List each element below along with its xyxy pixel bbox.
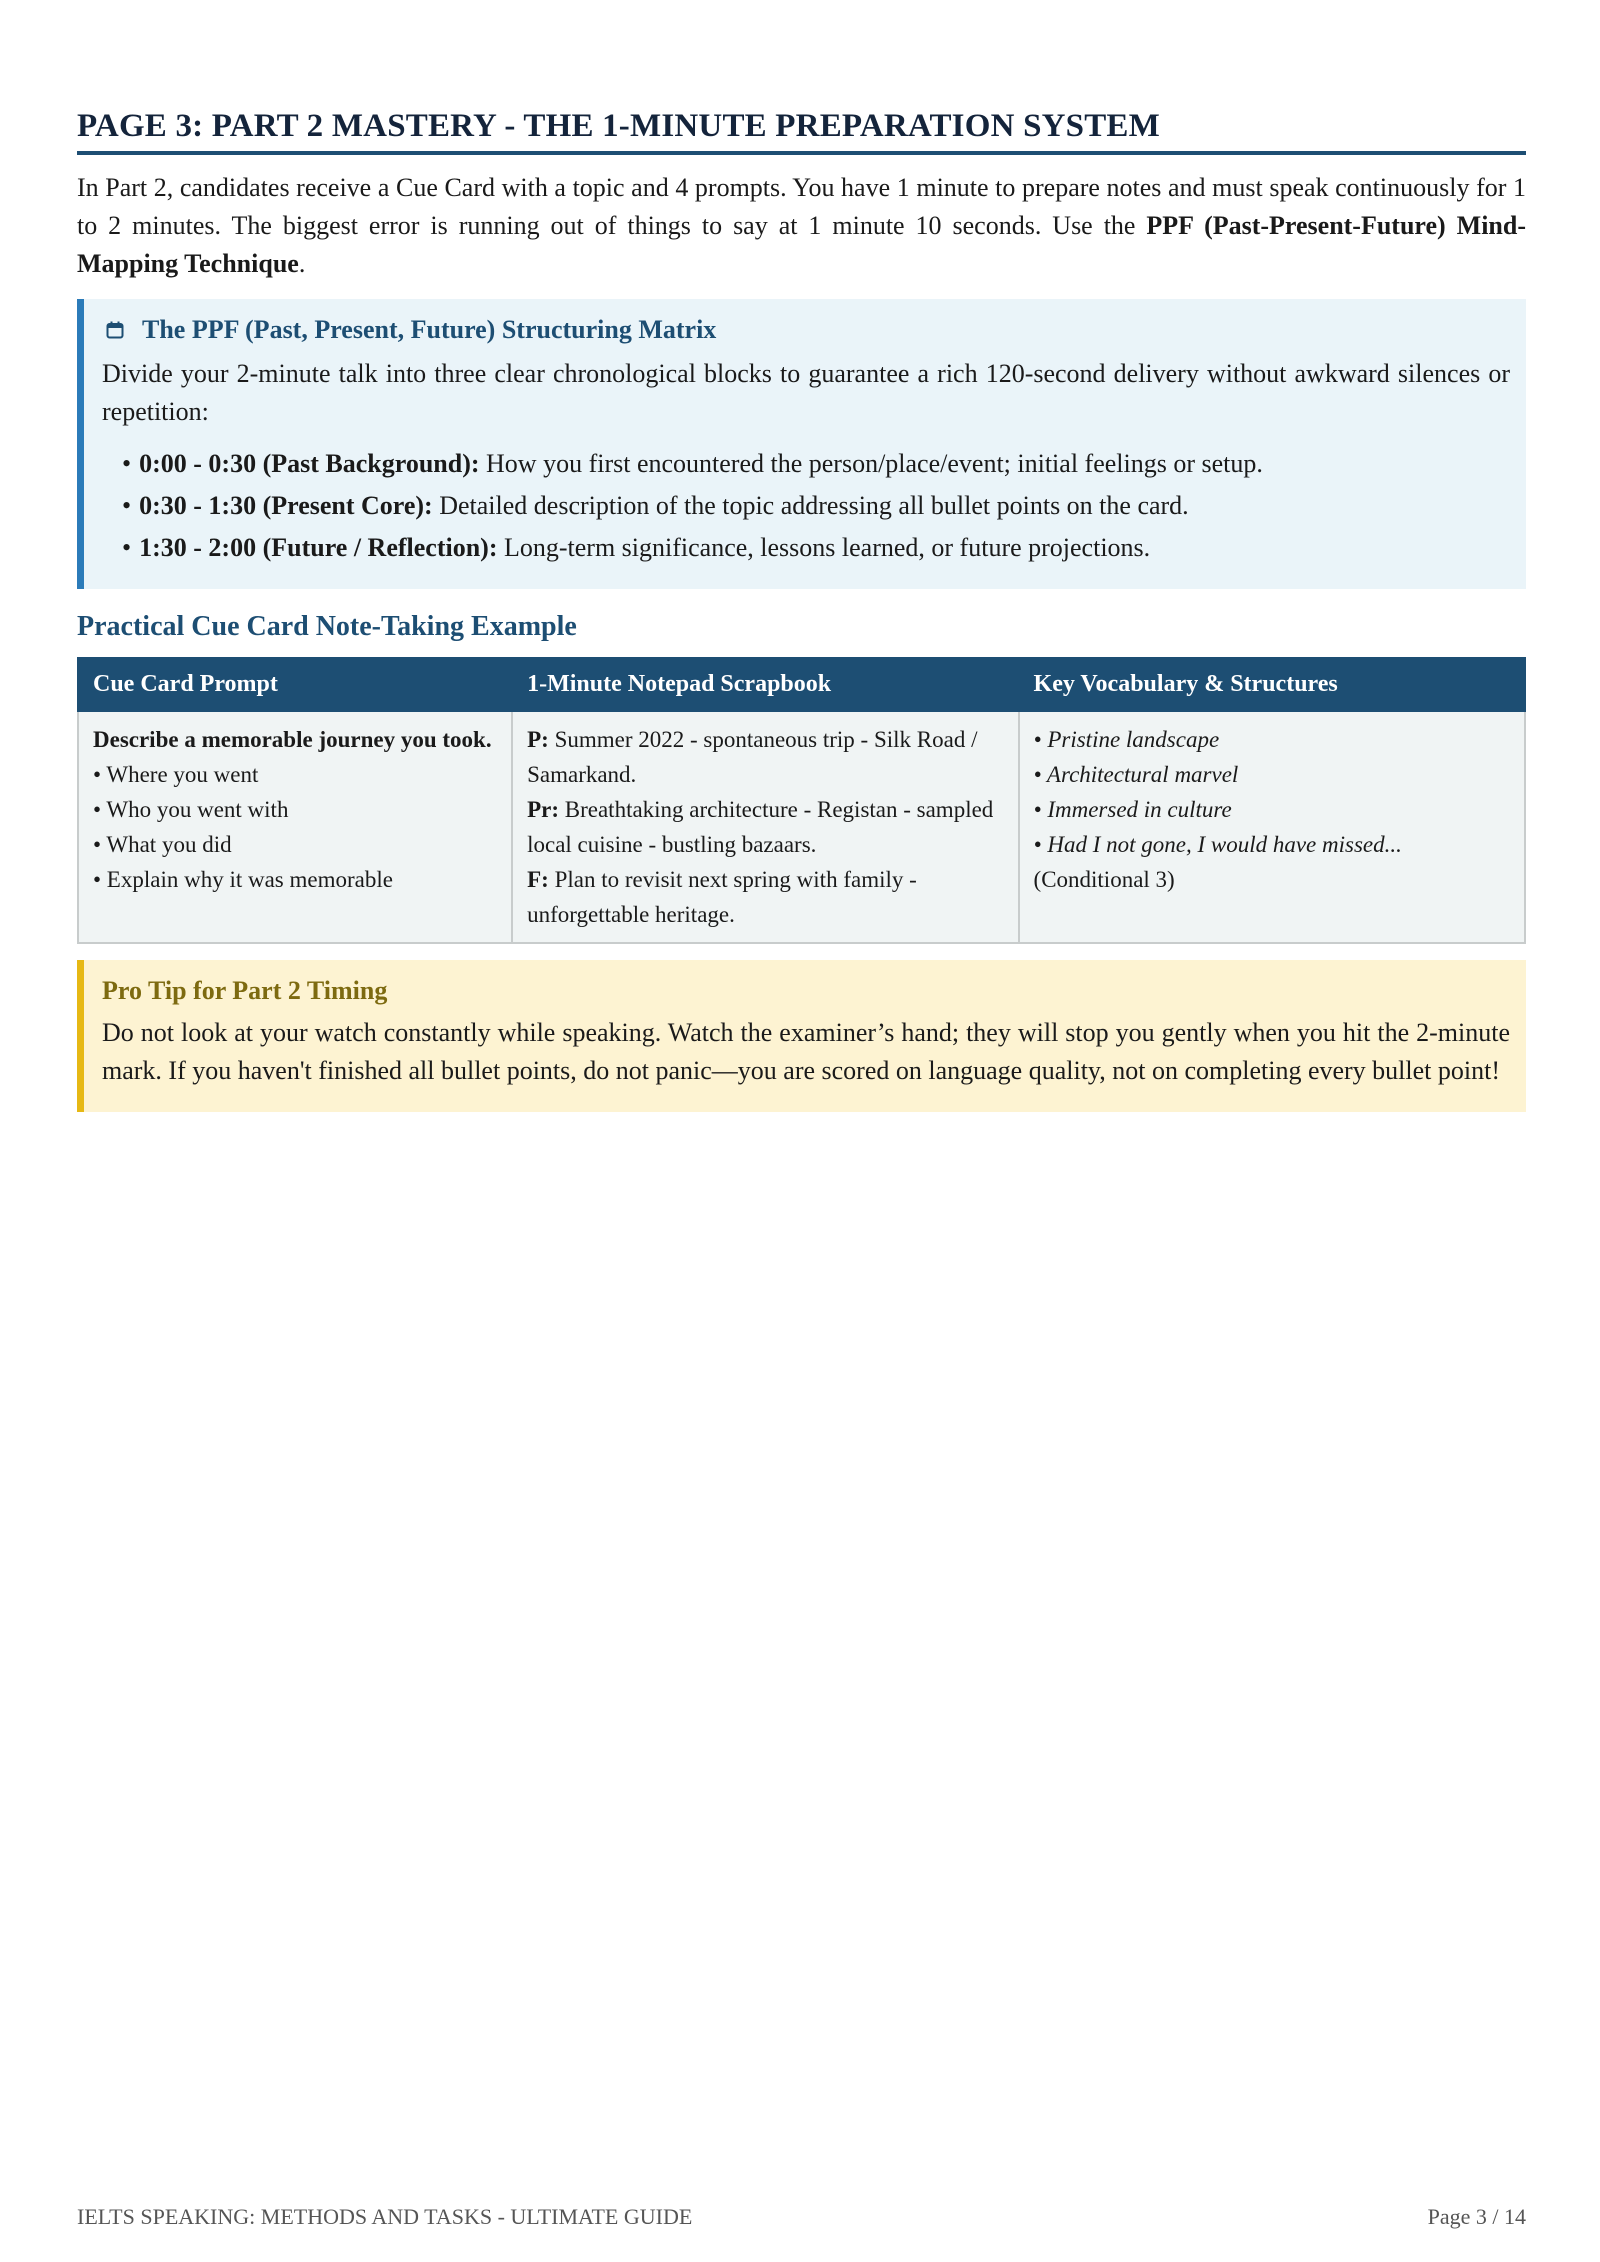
- intro-end: .: [298, 249, 306, 278]
- ppf-box-title: The PPF (Past, Present, Future) Structuring Matrix: [142, 315, 717, 344]
- note-label: Pr:: [527, 797, 560, 822]
- column-header: Cue Card Prompt: [78, 658, 512, 711]
- tip-title: Pro Tip for Part 2 Timing: [102, 976, 388, 1005]
- vocab-item: • Architectural marvel: [1033, 762, 1239, 787]
- prompt-bullet: • Where you went: [93, 762, 259, 787]
- vocab-item: • Pristine landscape: [1033, 727, 1220, 752]
- intro-text: In Part 2, candidates receive a Cue Card with a topic and 4 prompts. You have 1 minute to prepare notes and must speak continuously for 1 to 2 minutes. The biggest error is running out of things to say at 1 minute 10 seconds. Use the: [77, 173, 1526, 240]
- page-title: PAGE 3: PART 2 MASTERY - THE 1-MINUTE PREPARATION SYSTEM: [77, 108, 1526, 155]
- document-page: [77, 108, 1526, 1112]
- note-line: [527, 792, 1003, 862]
- ppf-box-text: Divide your 2-minute talk into three clear chronological blocks to guarantee a rich 120-second delivery without awkward silences or repetition:: [102, 359, 1510, 426]
- prompt-title: Describe a memorable journey you took.: [93, 727, 492, 752]
- footer-page-number: Page 3 / 14: [1427, 2204, 1526, 2229]
- list-item: • 1:30 - 2:00 (Future / Reflection): Long-term significance, lessons learned, or future projections.: [122, 533, 1151, 562]
- ppf-item-text: Detailed description of the topic addressing all bullet points on the card.: [432, 491, 1189, 520]
- ppf-item-label: 1:30 - 2:00 (Future / Reflection):: [139, 533, 498, 562]
- ppf-info-box: [77, 299, 1526, 589]
- list-item: • 0:30 - 1:30 (Present Core): Detailed description of the topic addressing all bullet points on the card.: [122, 491, 1189, 520]
- ppf-bullet-list: [102, 443, 1510, 569]
- ppf-box-header: [102, 313, 1510, 347]
- prompt-bullet: • Who you went with: [93, 797, 289, 822]
- ppf-item-label: 0:00 - 0:30 (Past Background):: [139, 449, 480, 478]
- vocab-cell: [1019, 711, 1525, 943]
- tip-text: Do not look at your watch constantly while speaking. Watch the examiner’s hand; they will stop you gently when you hit the 2-minute mark. If you haven't finished all bullet points, do not panic—you are scored on language quality, not on completing every bullet point!: [102, 1018, 1510, 1085]
- intro-paragraph: [77, 169, 1526, 283]
- page-footer: [77, 2204, 1526, 2230]
- footer-guide-title: IELTS SPEAKING: METHODS AND TASKS - ULTIMATE GUIDE: [77, 2204, 693, 2229]
- calendar-icon: [106, 321, 124, 339]
- ppf-item-text: How you first encountered the person/place/event; initial feelings or setup.: [479, 449, 1263, 478]
- ppf-item-text: Long-term significance, lessons learned, or future projections.: [497, 533, 1151, 562]
- note-text: Summer 2022 - spontaneous trip - Silk Road / Samarkand.: [527, 727, 978, 787]
- notes-cell: [512, 711, 1018, 943]
- list-item: • 0:00 - 0:30 (Past Background): How you first encountered the person/place/event; initial feelings or setup.: [122, 449, 1263, 478]
- note-line: [527, 722, 1003, 792]
- note-label: F:: [527, 867, 549, 892]
- ppf-item-label: 0:30 - 1:30 (Present Core):: [139, 491, 433, 520]
- note-label: P:: [527, 727, 549, 752]
- intro-bold-term: PPF (Past-Present-Future) Mind-Mapping Technique: [77, 211, 1526, 278]
- prompt-bullet: • Explain why it was memorable: [93, 867, 393, 892]
- note-line: [527, 862, 1003, 932]
- prompt-bullet: • What you did: [93, 832, 232, 857]
- table-header-row: [78, 658, 1525, 711]
- note-text: Breathtaking architecture - Registan - sampled local cuisine - bustling bazaars.: [527, 797, 994, 857]
- example-section-title: Practical Cue Card Note-Taking Example: [77, 611, 577, 642]
- cue-card-table: [77, 657, 1526, 944]
- note-text: Plan to revisit next spring with family - unforgettable heritage.: [527, 867, 917, 927]
- prompt-cell: [78, 711, 512, 943]
- column-header: Key Vocabulary & Structures: [1019, 658, 1525, 711]
- vocab-item: • Immersed in culture: [1033, 797, 1232, 822]
- vocab-item: • Had I not gone, I would have missed...: [1033, 832, 1402, 857]
- vocab-note: (Conditional 3): [1033, 867, 1175, 892]
- table-row: [78, 711, 1525, 943]
- pro-tip-box: [77, 960, 1526, 1112]
- column-header: 1-Minute Notepad Scrapbook: [512, 658, 1018, 711]
